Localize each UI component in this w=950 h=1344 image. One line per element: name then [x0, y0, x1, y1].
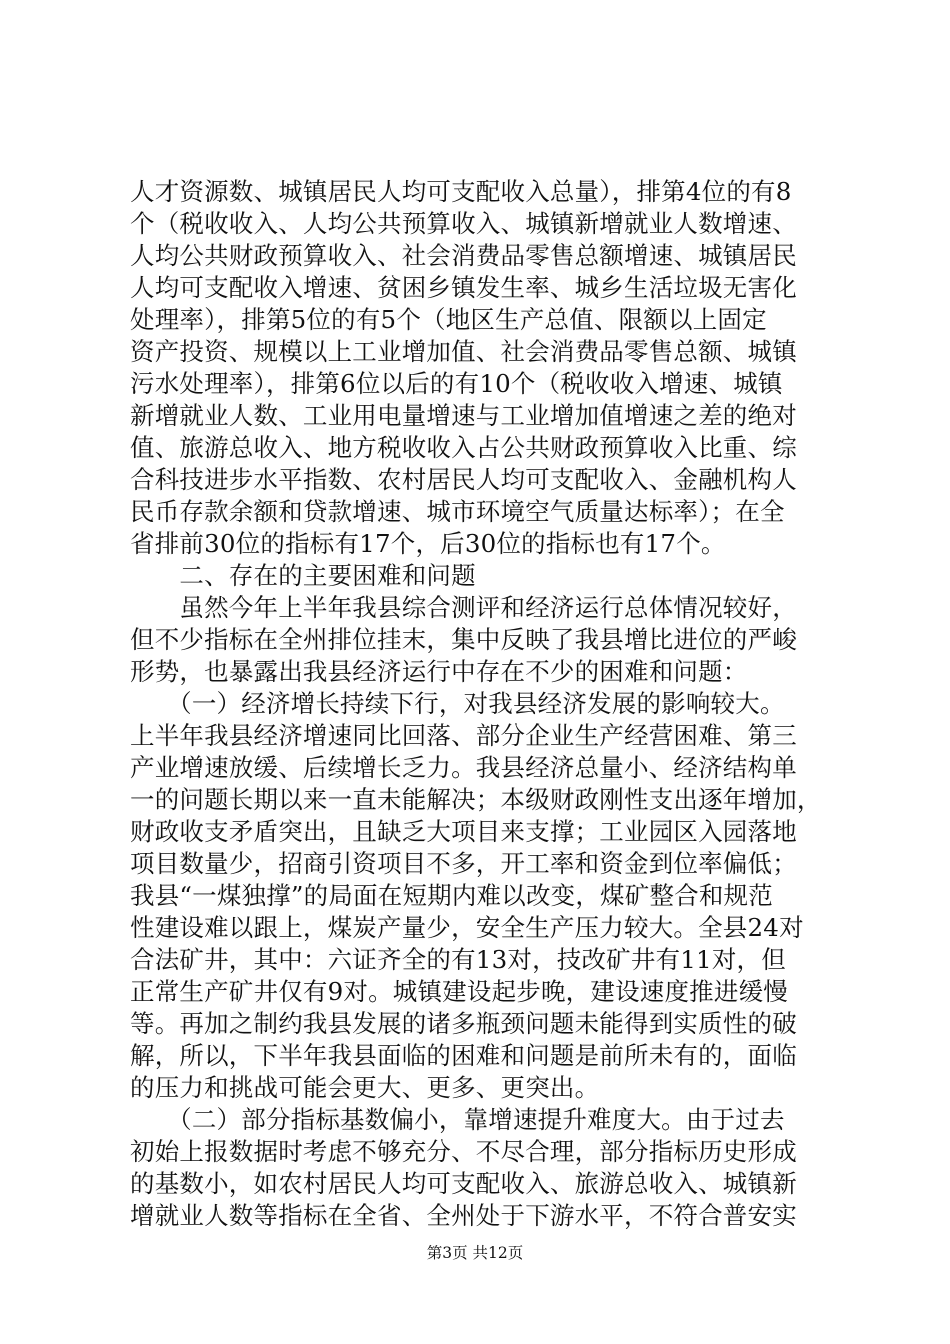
body-text-line: 值、旅游总收入、地方税收收入占公共财政预算收入比重、综	[130, 433, 797, 462]
body-text-line: 形势，也暴露出我县经济运行中存在不少的困难和问题：	[130, 657, 748, 686]
body-text-line: 处理率），排第5位的有5个（地区生产总值、限额以上固定	[130, 305, 767, 334]
body-text-line: 上半年我县经济增速同比回落、部分企业生产经营困难、第三	[130, 721, 797, 750]
body-text-line: 合科技进步水平指数、农村居民人均可支配收入、金融机构人	[130, 465, 797, 494]
body-text-line: 个（税收收入、人均公共预算收入、城镇新增就业人数增速、	[130, 209, 797, 238]
body-text-line: 性建设难以跟上，煤炭产量少，安全生产压力较大。全县24对	[130, 913, 804, 942]
body-text-line: 我县“一煤独撑”的局面在短期内难以改变，煤矿整合和规范	[130, 881, 773, 910]
body-text-line: 一的问题长期以来一直未能解决；本级财政刚性支出逐年增加，	[130, 785, 822, 814]
body-text-line: 合法矿井，其中：六证齐全的有13对，技改矿井有11对，但	[130, 945, 786, 974]
body-text-line: 项目数量少，招商引资项目不多，开工率和资金到位率偏低；	[130, 849, 797, 878]
subsection-heading: （二）部分指标基数偏小，靠增速提升难度大。由于过去	[130, 1105, 785, 1134]
body-text-line: 产业增速放缓、后续增长乏力。我县经济总量小、经济结构单	[130, 753, 797, 782]
body-text-line: 人均公共财政预算收入、社会消费品零售总额增速、城镇居民	[130, 241, 797, 270]
body-text-line: 但不少指标在全州排位挂末，集中反映了我县增比进位的严峻	[130, 625, 797, 654]
body-text-line: 虽然今年上半年我县综合测评和经济运行总体情况较好，	[130, 593, 797, 622]
body-text-line: 的基数小，如农村居民人均可支配收入、旅游总收入、城镇新	[130, 1169, 797, 1198]
body-text-line: 人均可支配收入增速、贫困乡镇发生率、城乡生活垃圾无害化	[130, 273, 797, 302]
body-text-line: 正常生产矿井仅有9对。城镇建设起步晚，建设速度推进缓慢	[130, 977, 788, 1006]
body-text-line: 人才资源数、城镇居民人均可支配收入总量），排第4位的有8	[130, 177, 792, 206]
body-text-line: 资产投资、规模以上工业增加值、社会消费品零售总额、城镇	[130, 337, 797, 366]
body-text-line: 省排前30位的指标有17个，后30位的指标也有17个。	[130, 529, 726, 558]
section-heading: 二、存在的主要困难和问题	[130, 561, 476, 590]
body-text-line: 民币存款余额和贷款增速、城市环境空气质量达标率）；在全	[130, 497, 785, 526]
subsection-heading: （一）经济增长持续下行，对我县经济发展的影响较大。	[130, 689, 785, 718]
body-text-line: 的压力和挑战可能会更大、更多、更突出。	[130, 1073, 600, 1102]
body-text-line: 解，所以，下半年我县面临的困难和问题是前所未有的，面临	[130, 1041, 797, 1070]
body-text-line: 等。再加之制约我县发展的诸多瓶颈问题未能得到实质性的破	[130, 1009, 797, 1038]
body-text-line: 财政收支矛盾突出，且缺乏大项目来支撑；工业园区入园落地	[130, 817, 797, 846]
body-text-line: 污水处理率），排第6位以后的有10个（税收收入增速、城镇	[130, 369, 783, 398]
body-text-line: 新增就业人数、工业用电量增速与工业增加值增速之差的绝对	[130, 401, 797, 430]
body-text-line: 初始上报数据时考虑不够充分、不尽合理，部分指标历史形成	[130, 1137, 797, 1166]
page-number-footer: 第3页 共12页	[426, 1244, 524, 1262]
body-text-line: 增就业人数等指标在全省、全州处于下游水平，不符合普安实	[130, 1201, 797, 1230]
